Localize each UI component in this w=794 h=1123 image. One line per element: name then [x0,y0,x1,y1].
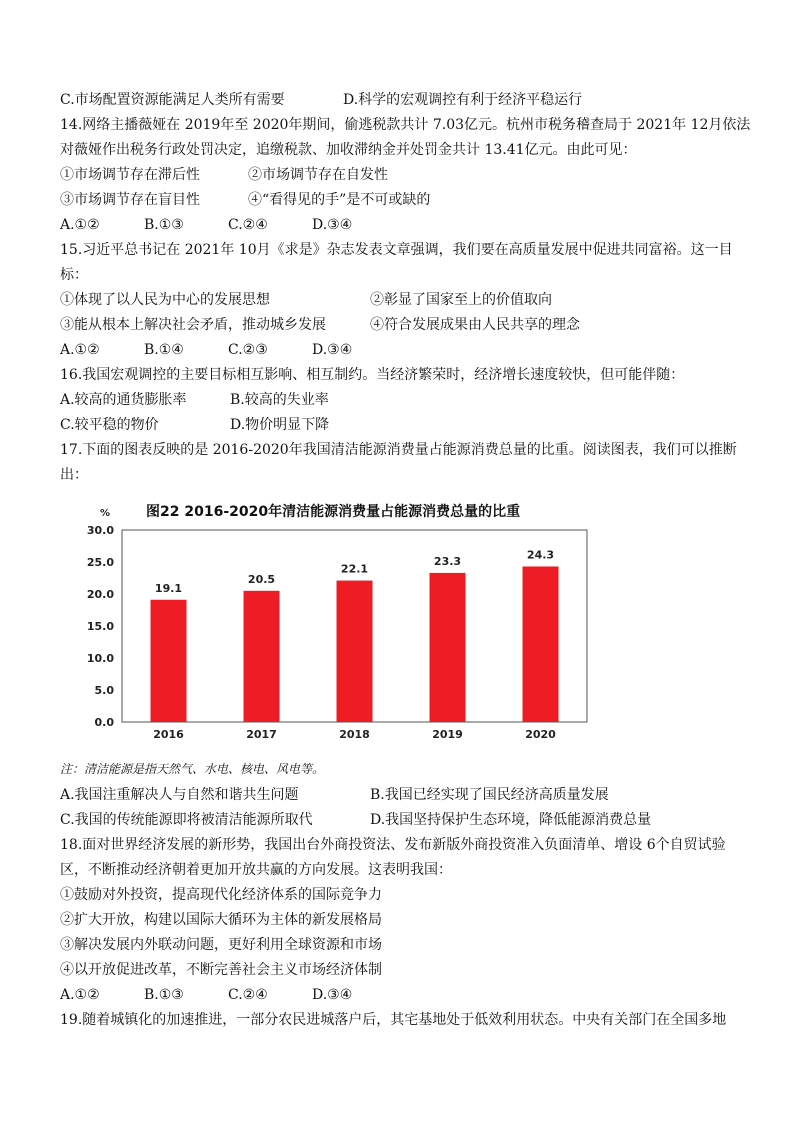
clean-energy-chart [72,496,592,746]
q15-statement-1: ①体现了以人民为中心的发展思想 [60,292,270,308]
q17-stem-line2: 出： [60,467,88,483]
q15-statement-3: ③能从根本上解决社会矛盾，推动城乡发展 [60,317,326,333]
y-tick-label: 0.0 [94,716,114,729]
x-tick-label: 2017 [246,728,277,741]
q15-statement-2: ②彰显了国家至上的价值取向 [370,292,552,308]
bar-value-label: 20.5 [247,572,276,586]
q15-stem-line2: 标： [60,267,88,283]
q18-statement-4: ④以开放促进改革，不断完善社会主义市场经济体制 [60,962,382,978]
q18-stem-line1: 18.面对世界经济发展的新形势，我国出台外商投资法、发布新版外商投资准入负面清单、增设 6个自贸试验 [60,837,726,853]
q16-option-a[interactable]: A.较高的通货膨胀率 [60,392,187,408]
q18-choice-c[interactable]: C.②④ [228,987,268,1003]
chart-unit-label: % [100,508,111,519]
bar-value-label: 24.3 [526,548,555,562]
q17-option-d[interactable]: D.我国坚持保护生态环境，降低能源消费总量 [370,812,652,828]
q15-stem-line1: 15.习近平总书记在 2021年 10月《求是》杂志发表文章强调，我们要在高质量发展中促进共同富裕。这一目 [60,242,733,258]
q14-statements-34 [60,190,430,210]
q18-statement-1: ①鼓励对外投资，提高现代化经济体系的国际竞争力 [60,887,382,903]
q14-statement-3: ③市场调节存在盲目性 [60,192,200,208]
q18-choices [60,985,396,1005]
q19-stem-line1: 19.随着城镇化的加速推进，一部分农民进城落户后，其宅基地处于低效利用状态。中央有关部门在全国多地 [60,1012,727,1028]
x-tick-label: 2016 [153,728,184,741]
q18-stem-line2: 区，不断推动经济朝着更加开放共赢的方向发展。这表明我国： [60,862,452,878]
q14-choice-a[interactable]: A.①② [60,217,100,233]
q15-choices [60,340,396,360]
q17-options-ab [60,785,609,805]
q18-choice-d[interactable]: D.③④ [312,987,353,1003]
q15-choice-d[interactable]: D.③④ [312,342,353,358]
x-tick-label: 2020 [525,728,556,741]
q18-choice-b[interactable]: B.①③ [144,987,184,1003]
q14-statements-12 [60,165,388,185]
q15-statements-34 [60,315,580,335]
q17-option-a[interactable]: A.我国注重解决人与自然和谐共生问题 [60,787,299,803]
x-axis-ticks [153,728,556,741]
q16-option-d[interactable]: D.物价明显下降 [230,417,330,433]
bar-chart-svg [72,496,592,746]
q13-option-d: D.科学的宏观调控有利于经济平稳运行 [343,92,583,108]
q15-statement-4: ④符合发展成果由人民共享的理念 [370,317,580,333]
q14-stem-line2: 对薇娅作出税务行政处罚决定，追缴税款、加收滞纳金并处罚金共计 13.41亿元。由此可见： [60,142,637,158]
bar-value-label: 22.1 [340,562,369,576]
q15-choice-c[interactable]: C.②③ [228,342,268,358]
q17-option-c[interactable]: C.我国的传统能源即将被清洁能源所取代 [60,812,313,828]
q16-stem: 16.我国宏观调控的主要目标相互影响、相互制约。当经济繁荣时，经济增长速度较快，但可能伴随： [60,367,685,383]
x-tick-label: 2019 [432,728,463,741]
bar-2017 [244,591,280,722]
chart-footnote: 注：清洁能源是指天然气、水电、核电、风电等。 [60,762,325,776]
bar-value-label: 23.3 [433,554,462,568]
q15-statements-12 [60,290,552,310]
q13-options-cd [60,90,582,110]
y-tick-label: 15.0 [86,620,114,633]
q18-choice-a[interactable]: A.①② [60,987,100,1003]
bar-2020 [523,566,559,722]
q15-choice-b[interactable]: B.①④ [144,342,184,358]
q14-choices [60,215,396,235]
q14-choice-c[interactable]: C.②④ [228,217,268,233]
q13-option-c: C.市场配置资源能满足人类所有需要 [60,92,285,108]
y-tick-label: 10.0 [86,652,114,665]
q14-stem-line1: 14.网络主播薇娅在 2019年至 2020年期间，偷逃税款共计 7.03亿元。杭州市税务稽查局于 2021年 12月依法 [60,117,751,133]
q16-options-ab [60,390,329,410]
y-tick-label: 30.0 [86,524,114,537]
y-axis-ticks [87,524,114,729]
y-tick-label: 20.0 [86,588,114,601]
q18-statement-2: ②扩大开放，构建以国际大循环为主体的新发展格局 [60,912,382,928]
q14-statement-1: ①市场调节存在滞后性 [60,167,200,183]
q16-option-b[interactable]: B.较高的失业率 [230,392,329,408]
q14-choice-b[interactable]: B.①③ [144,217,184,233]
q16-option-c[interactable]: C.较平稳的物价 [60,417,159,433]
chart-title: 图22 2016-2020年清洁能源消费量占能源消费总量的比重 [146,504,521,520]
bar-value-label: 19.1 [154,581,183,595]
q17-stem-line1: 17.下面的图表反映的是 2016-2020年我国清洁能源消费量占能源消费总量的比重。阅读图表，我们可以推断 [60,442,737,458]
q18-statement-3: ③解决发展内外联动问题，更好利用全球资源和市场 [60,937,382,953]
q15-choice-a[interactable]: A.①② [60,342,100,358]
y-tick-label: 5.0 [94,684,114,697]
bar-2016 [151,600,187,722]
q14-statement-2: ②市场调节存在自发性 [248,167,388,183]
y-tick-label: 25.0 [86,556,114,569]
q17-option-b[interactable]: B.我国已经实现了国民经济高质量发展 [370,787,609,803]
q17-options-cd [60,810,651,830]
x-tick-label: 2018 [339,728,370,741]
q14-choice-d[interactable]: D.③④ [312,217,353,233]
bar-2018 [337,581,373,722]
q16-options-cd [60,415,329,435]
bar-2019 [430,573,466,722]
q14-statement-4: ④“看得见的手”是不可或缺的 [248,192,431,208]
